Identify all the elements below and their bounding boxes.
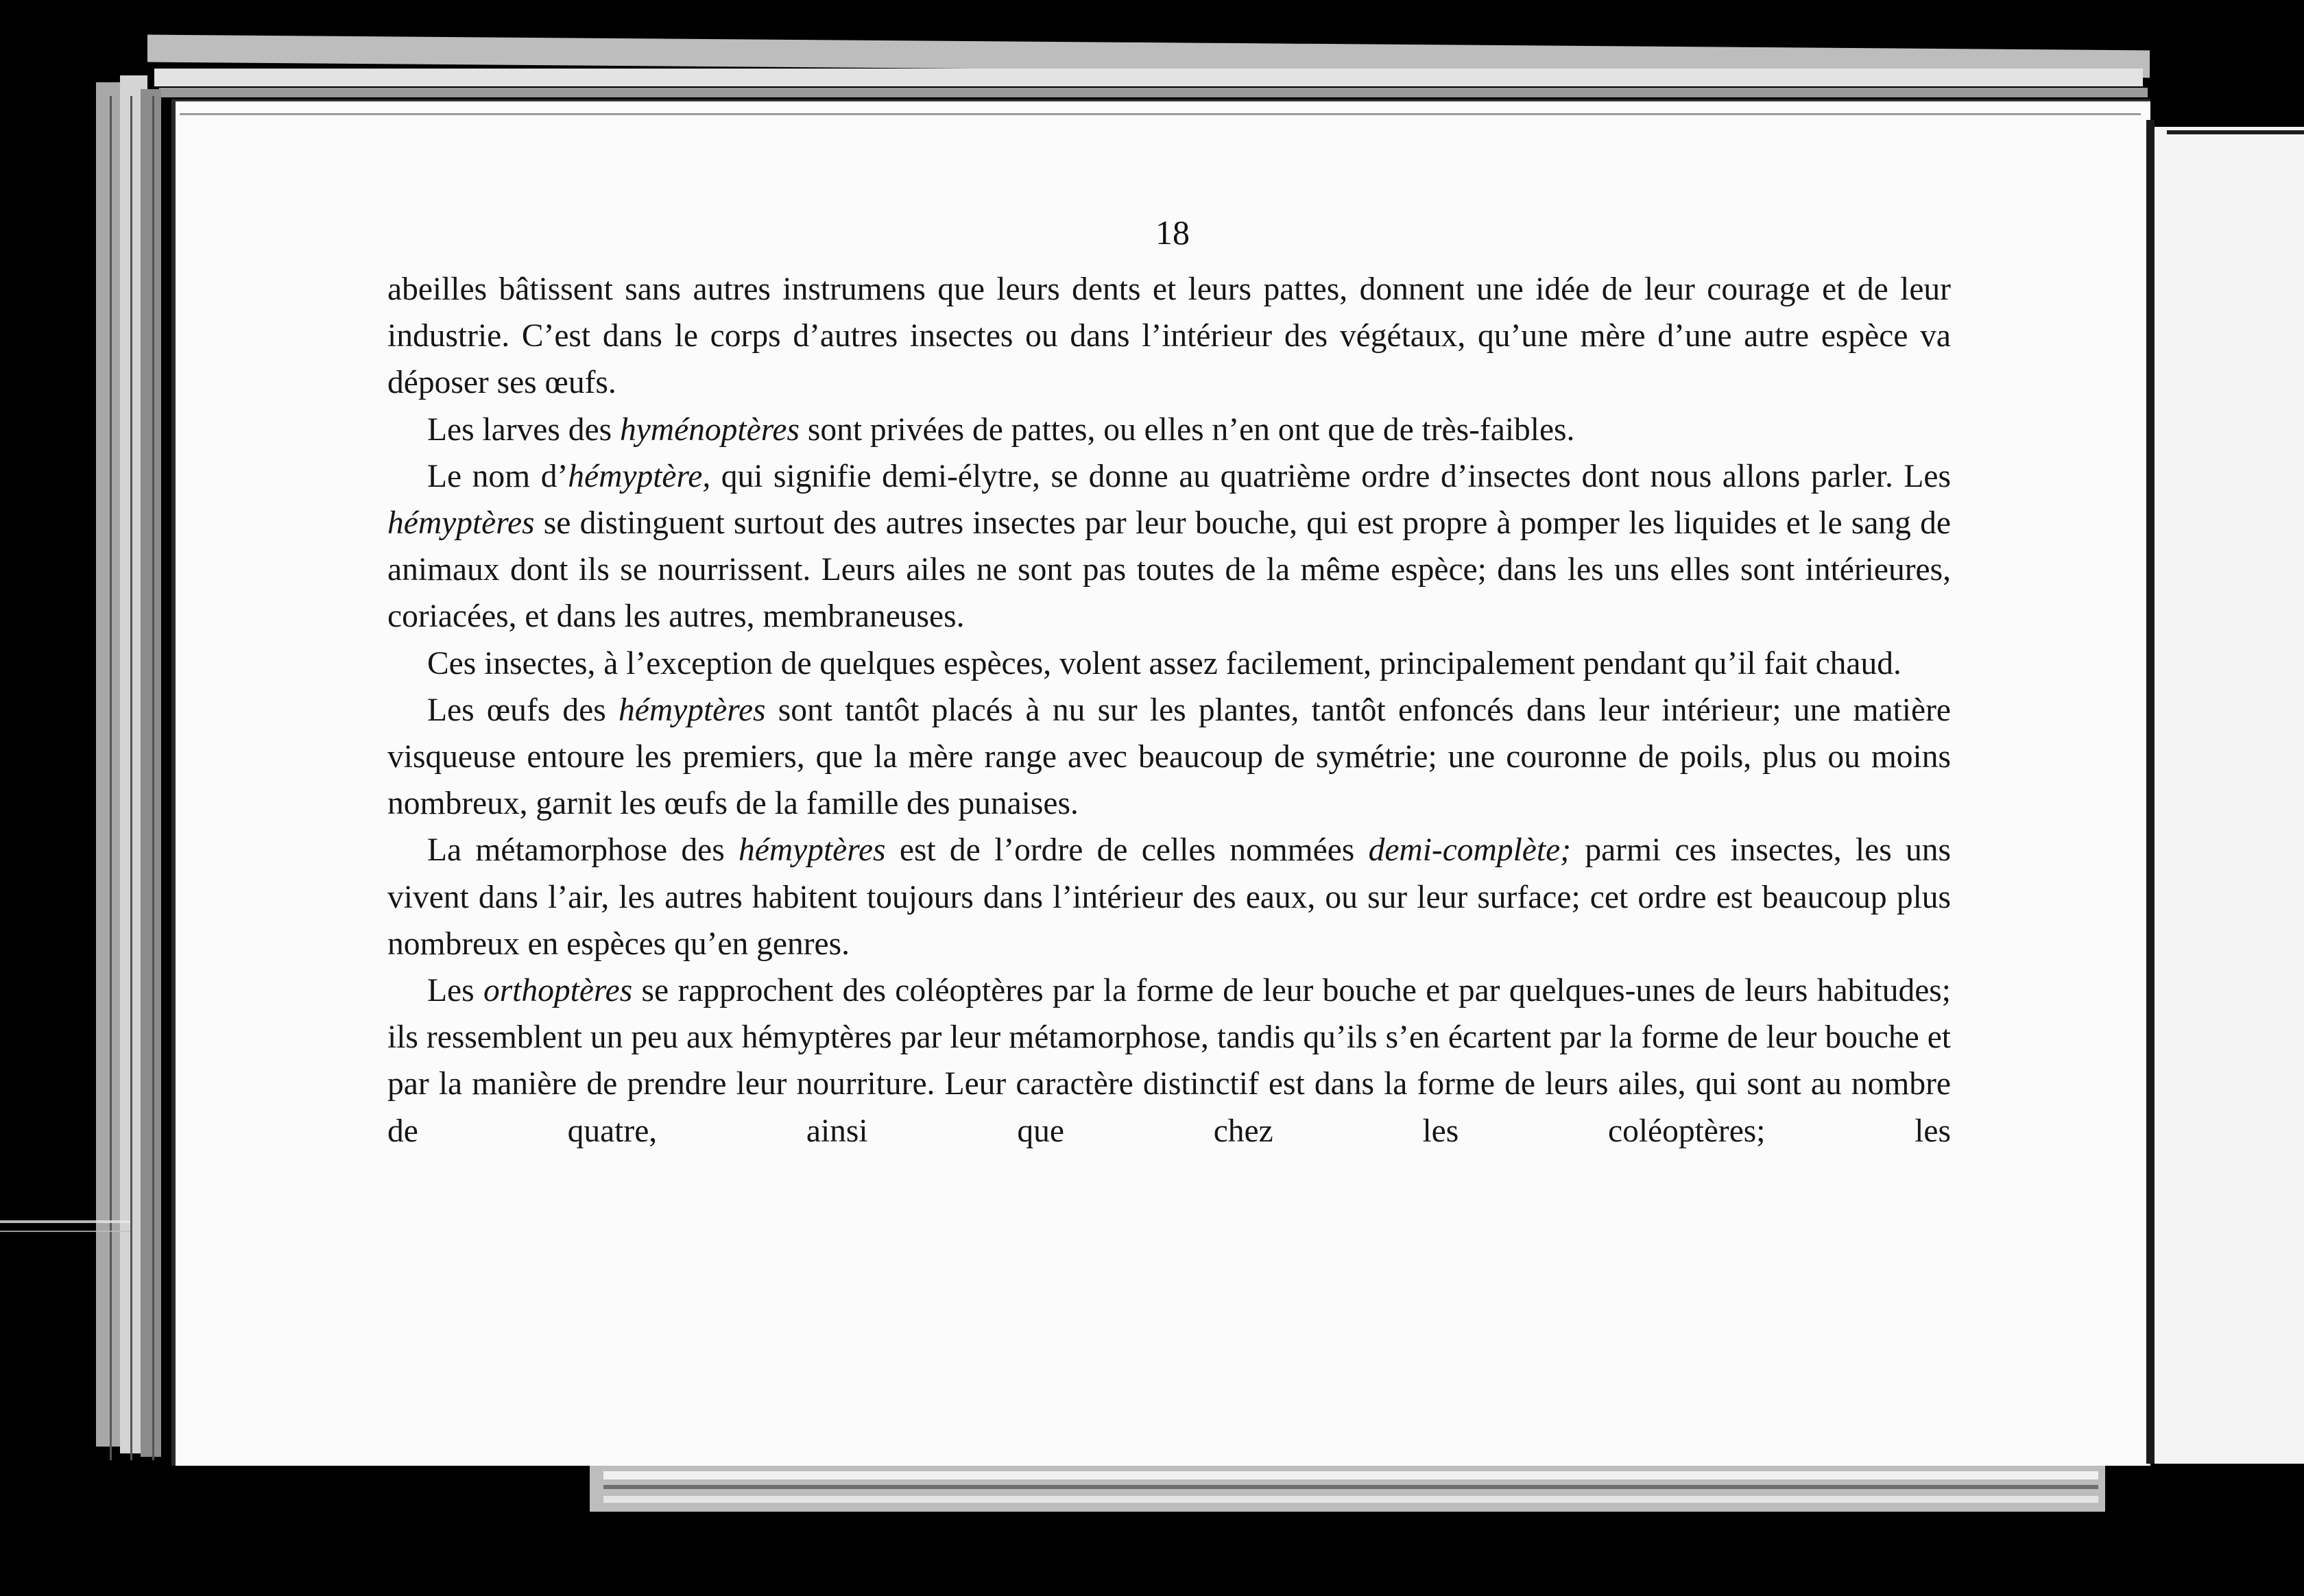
scan-artifact: [0, 1231, 130, 1232]
page-edge-bottom: [603, 1485, 2098, 1489]
page-edge-line: [110, 96, 112, 1460]
text-run: sont privées de pattes, ou elles n’en ont que de très-faibles.: [800, 411, 1575, 448]
italic-term: demi-complète;: [1368, 832, 1571, 869]
text-run: qui signifie demi-élytre, se donne au quatrième ordre d’insectes dont nous allons parler. Les: [710, 458, 1951, 494]
text-run: La métamorphose des: [427, 832, 739, 869]
italic-term: hyménoptères: [619, 411, 800, 448]
italic-term: hémyptères: [618, 692, 766, 728]
scan-artifact: [0, 1220, 130, 1223]
italic-term: orthoptères: [483, 973, 633, 1009]
page-edge-line: [130, 96, 132, 1460]
text-run: parmi ces insectes, les uns vivent dans l’air, les autres habitent toujours dans l’intérieur des eaux, ou sur leur surface; cet ordre est beaucoup plus nombreux en espèces qu’en genres.: [387, 832, 1951, 962]
text-run: Les larves des: [427, 411, 620, 448]
page-edge-bottom: [603, 1471, 2098, 1479]
text-run: Les œufs des: [427, 692, 619, 728]
italic-term: hémyptères: [387, 505, 535, 542]
text-run: Le nom d’: [427, 458, 568, 494]
page-edge-line: [152, 96, 154, 1460]
page-edge-top: [154, 69, 2143, 86]
page-edge-bottom: [603, 1496, 2098, 1503]
facing-page-edge: [2167, 130, 2304, 134]
page-shadow-line: [180, 113, 2141, 115]
paragraph-p4: [387, 640, 1951, 687]
text-run: Ces insectes, à l’exception de quelques espèces, volent assez facilement, principalement pendant qu’il fait chaud.: [427, 645, 1901, 681]
page-number: 18: [1155, 213, 1190, 252]
facing-page: [2155, 127, 2304, 1464]
page-edge-left: [141, 89, 161, 1457]
text-run: Les: [427, 973, 483, 1009]
paragraph-p1: [387, 266, 1951, 407]
text-run: sont tantôt placés à nu sur les plantes, tantôt enfoncés dans leur intérieur; une matière visqueuse entoure les premiers, que la mère range avec beaucoup de symétrie; une couronne de poils, plus ou moins nombreux, garnit les œufs de la famille des punaises.: [387, 692, 1951, 822]
text-run: est de l’ordre de celles nommées: [885, 832, 1369, 869]
paragraph-p6: [387, 827, 1951, 967]
body-text: [387, 266, 1951, 1154]
text-run: se rapprochent des coléoptères par la forme de leur bouche et par quelques-unes de leurs habitudes; ils ressemblent un peu aux hémyptères par leur métamorphose, tandis qu’ils s’en écartent par la forme de leur bouche et par la manière de prendre leur nourriture. Leur caractère distinctif est dans la forme de leurs ailes, qui sont au nombre de quatre, ainsi que chez les coléoptères; les: [387, 973, 1951, 1149]
page-edge-top: [159, 88, 2148, 97]
paragraph-p2: [387, 407, 1951, 453]
text-run: se distinguent surtout des autres insectes par leur bouche, qui est propre à pomper les liquides et le sang de animaux dont ils se nourrissent. Leurs ailes ne sont pas toutes de la même espèce; dans les uns elles sont intérieures, coriacées, et dans les autres, membraneuses.: [387, 505, 1951, 635]
paragraph-p3: [387, 453, 1951, 640]
book-gutter: [2146, 120, 2155, 1464]
text-run: abeilles bâtissent sans autres instrumens que leurs dents et leurs pattes, donnent une idée de leur courage et de leur industrie. C’est dans le corps d’autres insectes ou dans l’intérieur des végétaux, qu’une mère d’une autre espèce va déposer ses œufs.: [387, 271, 1951, 401]
italic-term: hémyptère,: [568, 458, 711, 494]
paragraph-p7: [387, 967, 1951, 1154]
italic-term: hémyptères: [739, 832, 886, 869]
paragraph-p5: [387, 687, 1951, 827]
